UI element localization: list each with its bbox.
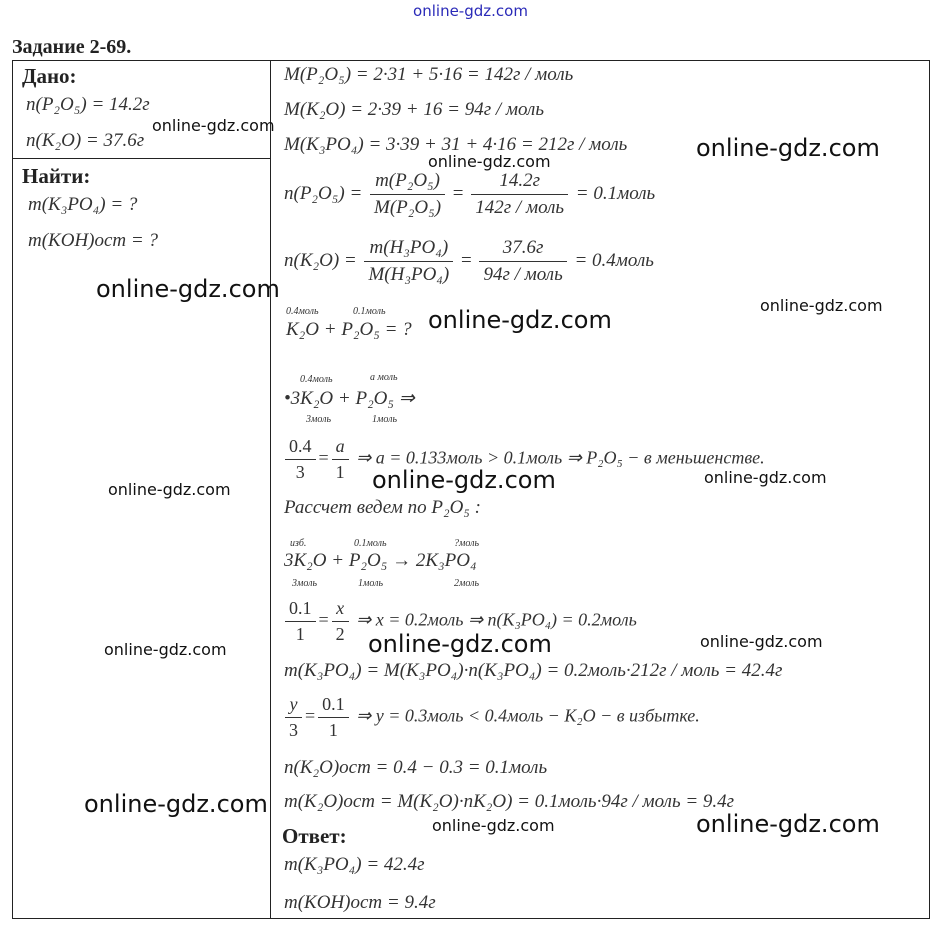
watermark: online-gdz.com [696, 134, 880, 162]
eq-annotation: 0.1моль [354, 538, 387, 549]
denominator: 94г / моль [483, 264, 563, 285]
numerator: 14.2г [471, 170, 568, 195]
numerator: y [285, 694, 302, 718]
denominator: 3 [295, 462, 305, 482]
fraction [471, 170, 568, 219]
fraction [285, 598, 316, 645]
equals-sign: = [318, 447, 329, 468]
lhs: n(P₂O₅) = [284, 182, 363, 204]
denominator: M(H₃PO₄) [368, 264, 450, 285]
watermark: online-gdz.com [700, 632, 823, 651]
watermark: online-gdz.com [104, 640, 227, 659]
site-header-link[interactable]: online-gdz.com [413, 2, 528, 20]
numerator: a [332, 436, 349, 460]
result: = 0.4моль [574, 249, 654, 271]
eq-annotation: 0.4моль [300, 374, 333, 385]
numerator: m(H₃PO₄) [364, 237, 453, 262]
given-header: Дано: [22, 64, 77, 88]
eq-annotation: 3моль [292, 578, 318, 589]
eq-annotation: 0.4моль [286, 306, 319, 317]
watermark: online-gdz.com [428, 152, 551, 171]
numerator: x [332, 598, 349, 622]
denominator: 3 [289, 720, 298, 740]
given-line: n(K₂O) = 37.6г [26, 130, 145, 151]
eq-annotation: 1моль [372, 414, 398, 425]
given-line: n(P₂O₅) = 14.2г [26, 94, 150, 115]
numerator: 0.1 [318, 694, 349, 718]
numerator: m(P₂O₅) [370, 170, 445, 195]
denominator: 2 [335, 624, 345, 644]
reaction-equation: •3K₂O + P₂O₅ ⇒ [284, 388, 415, 409]
molar-mass-line: M(P₂O₅) = 2·31 + 5·16 = 142г / моль [284, 64, 574, 85]
answer-line: m(KOH)ост = 9.4г [284, 892, 436, 913]
proportion-result: ⇒ a = 0.133моль > 0.1моль ⇒ P₂O₅ − в меньшенстве. [356, 447, 765, 468]
reaction-equation: 3K₂O + P₂O₅ → 2K₃PO₄ [284, 550, 477, 571]
watermark: online-gdz.com [428, 306, 612, 334]
numerator: 37.6г [479, 237, 566, 262]
find-header: Найти: [22, 164, 91, 188]
fraction [370, 170, 445, 219]
eq-annotation: 0.1моль [353, 306, 386, 317]
fraction [479, 237, 566, 286]
table-top-border [12, 60, 930, 61]
find-line: m(K₃PO₄) = ? [28, 194, 138, 215]
watermark: online-gdz.com [704, 468, 827, 487]
watermark: online-gdz.com [432, 816, 555, 835]
given-find-divider [12, 158, 270, 159]
fraction [332, 436, 349, 483]
watermark: online-gdz.com [368, 630, 552, 658]
eq-annotation: ?моль [454, 538, 480, 549]
amount-k2o-formula [284, 237, 654, 286]
equals-sign: = [318, 609, 329, 630]
denominator: 1 [335, 462, 345, 482]
watermark: online-gdz.com [84, 790, 268, 818]
find-line: m(KOH)ост = ? [28, 230, 158, 251]
denominator: 1 [295, 624, 305, 644]
table-column-divider [270, 60, 271, 919]
rest-mass-line: m(K₂O)ост = M(K₂O)·nK₂O) = 0.1моль·94г / моль = 9.4г [284, 791, 735, 812]
proportion-result: ⇒ x = 0.2моль ⇒ n(K₃PO₄) = 0.2моль [356, 609, 637, 630]
equals-sign: = [460, 249, 472, 271]
eq-annotation: 2моль [454, 578, 480, 589]
numerator: 0.1 [285, 598, 316, 622]
molar-mass-line: M(K₂O) = 2·39 + 16 = 94г / моль [284, 99, 544, 120]
eq-annotation: a моль [370, 372, 398, 383]
lhs: n(K₂O) = [284, 249, 357, 271]
table-left-border [12, 60, 13, 919]
reaction-equation: K₂O + P₂O₅ = ? [286, 319, 412, 340]
task-title: Задание 2-69. [12, 36, 132, 58]
equals-sign: = [452, 182, 464, 204]
fraction [318, 694, 349, 741]
watermark: online-gdz.com [96, 275, 280, 303]
fraction [364, 237, 453, 286]
watermark: online-gdz.com [696, 810, 880, 838]
equals-sign: = [305, 705, 316, 726]
answer-header: Ответ: [282, 824, 347, 848]
watermark: online-gdz.com [108, 480, 231, 499]
table-bottom-border [12, 918, 930, 919]
fraction [285, 694, 302, 741]
proportion-result: ⇒ y = 0.3моль < 0.4моль − K₂O − в избытке. [356, 705, 700, 726]
denominator: M(P₂O₅) [374, 197, 442, 218]
watermark: online-gdz.com [152, 116, 275, 135]
result: = 0.1моль [575, 182, 656, 204]
mass-k3po4-line: m(K₃PO₄) = M(K₃PO₄)·n(K₃PO₄) = 0.2моль·212г / моль = 42.4г [284, 660, 783, 681]
eq-annotation: 3моль [306, 414, 332, 425]
eq-annotation: изб. [290, 538, 307, 549]
watermark: online-gdz.com [760, 296, 883, 315]
calculation-note: Рассчет ведем по P₂O₅ : [284, 497, 481, 518]
answer-line: m(K₃PO₄) = 42.4г [284, 854, 425, 875]
denominator: 1 [328, 720, 338, 740]
proportion-line [282, 694, 700, 741]
denominator: 142г / моль [475, 197, 565, 218]
fraction [285, 436, 316, 483]
molar-mass-line: M(K₃PO₄) = 3·39 + 31 + 4·16 = 212г / моль [284, 134, 628, 155]
fraction [332, 598, 349, 645]
rest-amount-line: n(K₂O)ост = 0.4 − 0.3 = 0.1моль [284, 757, 548, 778]
numerator: 0.4 [285, 436, 316, 460]
amount-p2o5-formula [284, 170, 655, 219]
eq-annotation: 1моль [358, 578, 384, 589]
watermark: online-gdz.com [372, 466, 556, 494]
table-right-border [929, 60, 930, 919]
